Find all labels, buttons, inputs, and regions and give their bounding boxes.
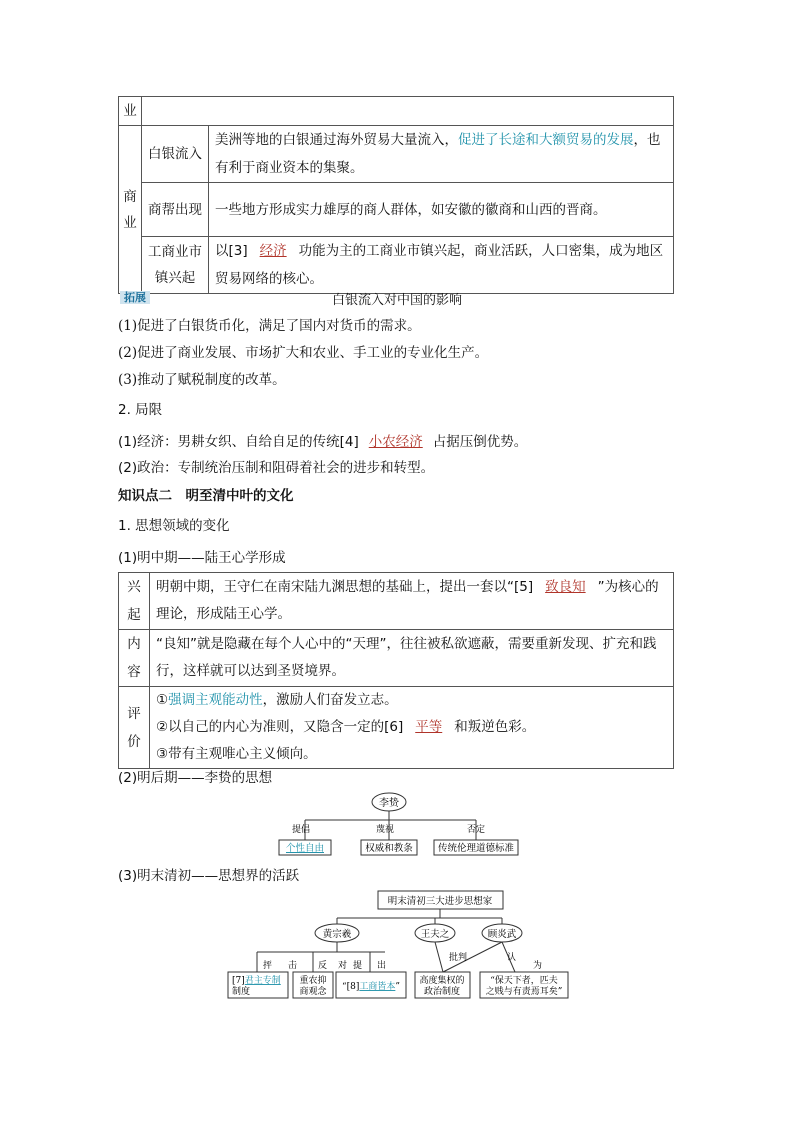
edge-label: 认	[507, 953, 517, 963]
limit-heading: 2. 局限	[118, 402, 163, 418]
fill-blank-5: 致良知	[545, 579, 586, 595]
limit-line-2: (2)政治：专制统治压制和阻碍着社会的进步和转型。	[118, 460, 435, 476]
row-content: “良知”就是隐藏在每个人心中的“天理”，往往被私欲遮蔽，需要重新发现、扩充和践行，这样就可以达到圣贤境界。	[150, 630, 674, 687]
edge-label: 蔑视	[375, 825, 395, 835]
highlight-text: 促进了长途和大额贸易的发展	[458, 132, 634, 148]
limit-line-1: (1)经济：男耕女织、自给自足的传统[4] 小农经济 占据压倒优势。	[118, 434, 528, 450]
edge-label: 提倡	[291, 825, 311, 835]
box-label: “保天下者，匹夫	[490, 976, 558, 986]
expand-item: (1)促进了白银货币化，满足了国内对货币的需求。	[118, 318, 421, 334]
edge-label: 出	[377, 961, 387, 971]
row-content: ①强调主观能动性，激励人们奋发立志。 ②以自己的内心为准则，又隐含一定的[6] 平等 和叛逆色彩。 ③带有主观唯心主义倾向。	[150, 687, 674, 769]
box-label: 之贱与有责焉耳矣”	[485, 987, 563, 997]
box-label: 传统伦理道德标准	[437, 843, 515, 854]
side-label: 商业	[119, 126, 142, 294]
row-content: 一些地方形成实力雄厚的商人群体，如安徽的徽商和山西的晋商。	[209, 183, 674, 237]
fill-blank-3: 经济	[259, 243, 287, 259]
row-content: 以[3] 经济 功能为主的工商业市镇兴起，商业活跃，人口密集，成为地区贸易网络的核心。	[209, 237, 674, 294]
box-label: [7]君主专制	[232, 976, 281, 986]
box-label: 权威和教条	[365, 843, 413, 854]
highlight-text: 强调主观能动性	[168, 692, 263, 708]
box-label: 重农抑	[299, 976, 327, 986]
box-label: 制度	[232, 987, 251, 997]
fill-blank-4: 小农经济	[368, 434, 423, 450]
edge-label: 批判	[449, 953, 468, 963]
row-label: 内容	[119, 630, 150, 687]
expand-badge: 拓展	[120, 289, 150, 305]
person-label: 顾炎武	[487, 929, 517, 940]
subsection-heading: (1)明中期——陆王心学形成	[118, 550, 286, 566]
subsection-heading: 1. 思想领域的变化	[118, 518, 230, 534]
row-label: 兴起	[119, 573, 150, 630]
expand-item: (2)促进了商业发展、市场扩大和农业、手工业的专业化生产。	[118, 345, 489, 361]
row-content: 明朝中期，王守仁在南宋陆九渊思想的基础上，提出一套以“[5] 致良知 ”为核心的理论，形成陆王心学。	[150, 573, 674, 630]
person-label: 黄宗羲	[322, 929, 352, 940]
subsection-heading: (3)明末清初——思想界的活跃	[118, 868, 300, 884]
top-cell: 业	[119, 97, 142, 126]
edge-label: 抨	[263, 961, 273, 971]
row-label: 工商业市镇兴起	[142, 237, 209, 294]
expand-item: (3)推动了赋税制度的改革。	[118, 372, 286, 388]
row-label: 白银流入	[142, 126, 209, 183]
top-label: 明末清初三大进步思想家	[387, 896, 493, 907]
edge-label: 否定	[466, 825, 486, 835]
row-label: 评价	[119, 687, 150, 769]
thinkers-diagram	[225, 888, 575, 1003]
edge-label: 对	[338, 961, 348, 971]
box-label: 高度集权的	[419, 976, 465, 986]
lizhi-diagram	[270, 790, 530, 860]
root-label: 李贽	[379, 798, 399, 809]
expand-title: 白银流入对中国的影响	[331, 293, 462, 308]
person-label: 王夫之	[420, 929, 450, 940]
row-content: 美洲等地的白银通过海外贸易大量流入，促进了长途和大额贸易的发展，也有利于商业资本的集聚。	[209, 126, 674, 183]
edge-label: 提	[353, 961, 363, 971]
edge-label: 反	[318, 961, 328, 971]
edge-label: 击	[288, 961, 298, 971]
edge-label: 为	[533, 961, 543, 971]
commerce-table	[118, 96, 674, 294]
xinxue-table	[118, 572, 674, 769]
row-label: 商帮出现	[142, 183, 209, 237]
knowledge-point-title: 知识点二 明至清中叶的文化	[118, 488, 294, 504]
fill-blank-6: 平等	[415, 719, 443, 735]
subsection-heading: (2)明后期——李贽的思想	[118, 770, 273, 786]
box-label: 政治制度	[423, 987, 461, 997]
box-label: “[8]工商皆本”	[342, 982, 400, 992]
box-label: 商观念	[299, 987, 327, 997]
box-label: 个性自由	[285, 843, 325, 854]
